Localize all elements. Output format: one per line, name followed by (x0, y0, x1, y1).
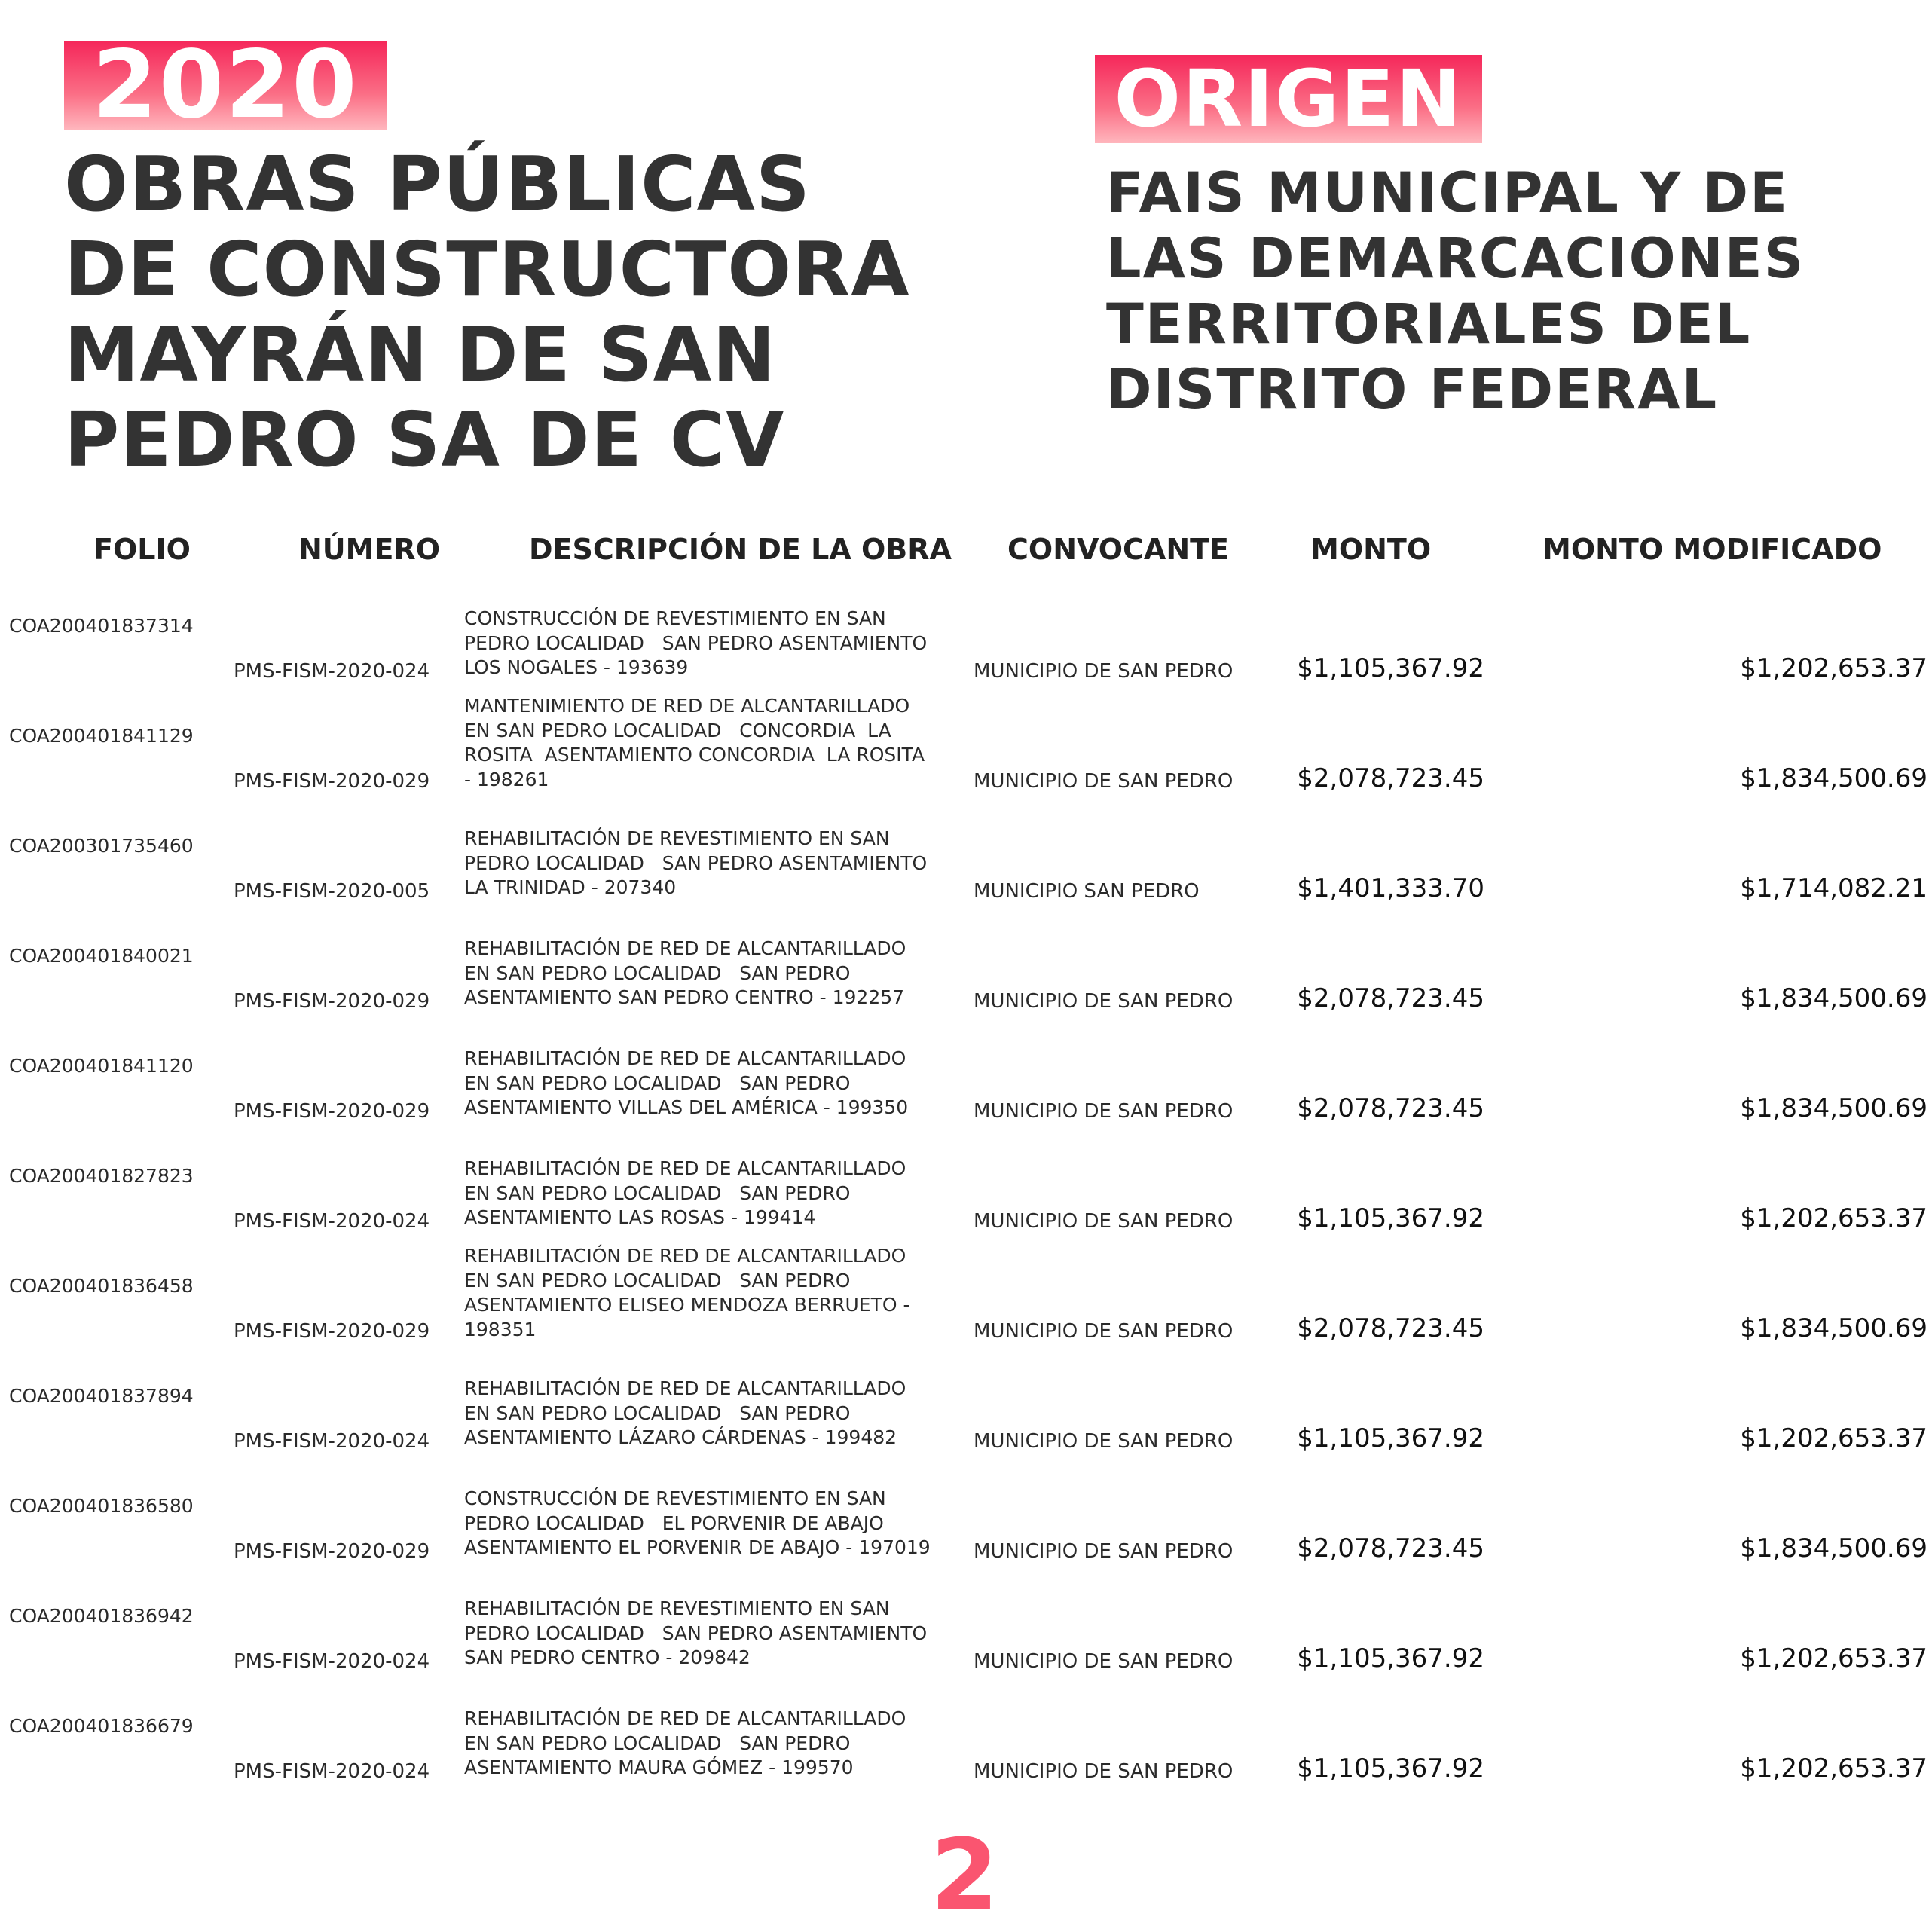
monto-cell: $1,105,367.92 (1297, 1423, 1484, 1454)
monto-modificado-cell: $1,834,500.69 (1740, 1533, 1927, 1564)
monto-modificado-cell: $1,202,653.37 (1740, 1753, 1927, 1784)
descripcion-cell: REHABILITACIÓN DE REVESTIMIENTO EN SAN PEDRO LOCALIDAD SAN PEDRO ASENTAMIENTO SAN PEDRO CENTRO - 209842 (464, 1597, 928, 1668)
column-header-convocante: CONVOCANTE (1007, 533, 1230, 566)
column-header-monto-modificado: MONTO MODIFICADO (1542, 533, 1882, 566)
column-header-numero: NÚMERO (298, 533, 440, 566)
origin-line: TERRITORIALES DEL (1106, 292, 1752, 356)
descripcion-cell: REHABILITACIÓN DE RED DE ALCANTARILLADO EN SAN PEDRO LOCALIDAD SAN PEDRO ASENTAMIENTO SAN PEDRO CENTRO - 192257 (464, 937, 906, 1008)
numero-cell: PMS-FISM-2020-024 (234, 1210, 430, 1233)
monto-cell: $1,105,367.92 (1297, 1643, 1484, 1674)
convocante-cell: MUNICIPIO DE SAN PEDRO (974, 1760, 1234, 1783)
monto-modificado-cell: $1,202,653.37 (1740, 653, 1927, 683)
folio-cell: COA200401841120 (9, 1055, 194, 1077)
column-header-descripcion: DESCRIPCIÓN DE LA OBRA (529, 533, 952, 566)
origin-description (1106, 160, 1920, 423)
convocante-cell: MUNICIPIO DE SAN PEDRO (974, 1540, 1234, 1563)
monto-modificado-cell: $1,714,082.21 (1740, 873, 1927, 903)
table-row (0, 1597, 1929, 1707)
page-title-line: DE CONSTRUCTORA (64, 225, 910, 313)
monto-modificado-cell: $1,834,500.69 (1740, 763, 1927, 793)
numero-cell: PMS-FISM-2020-029 (234, 770, 430, 793)
numero-cell: PMS-FISM-2020-024 (234, 1430, 430, 1453)
table-row (0, 1377, 1929, 1487)
descripcion-cell: MANTENIMIENTO DE RED DE ALCANTARILLADO EN SAN PEDRO LOCALIDAD CONCORDIA LA ROSITA ASENTAMIENTO CONCORDIA LA ROSITA - 198261 (464, 695, 925, 790)
table-row (0, 1047, 1929, 1157)
convocante-cell: MUNICIPIO DE SAN PEDRO (974, 1320, 1234, 1343)
origin-line: DISTRITO FEDERAL (1106, 358, 1719, 422)
monto-modificado-cell: $1,834,500.69 (1740, 1093, 1927, 1123)
folio-cell: COA200401836580 (9, 1495, 194, 1517)
monto-cell: $1,105,367.92 (1297, 1203, 1484, 1233)
descripcion-cell: REHABILITACIÓN DE RED DE ALCANTARILLADO EN SAN PEDRO LOCALIDAD SAN PEDRO ASENTAMIENTO ELISEO MENDOZA BERRUETO - 198351 (464, 1245, 910, 1340)
page-title-line: MAYRÁN DE SAN (64, 310, 776, 399)
monto-modificado-cell: $1,202,653.37 (1740, 1643, 1927, 1674)
convocante-cell: MUNICIPIO DE SAN PEDRO (974, 1650, 1234, 1673)
convocante-cell: MUNICIPIO DE SAN PEDRO (974, 1100, 1234, 1123)
numero-cell: PMS-FISM-2020-029 (234, 1540, 430, 1563)
monto-cell: $2,078,723.45 (1297, 1313, 1484, 1344)
table-row (0, 695, 1929, 827)
convocante-cell: MUNICIPIO DE SAN PEDRO (974, 1210, 1234, 1233)
table-row (0, 1487, 1929, 1597)
monto-modificado-cell: $1,202,653.37 (1740, 1203, 1927, 1233)
convocante-cell: MUNICIPIO DE SAN PEDRO (974, 660, 1234, 683)
monto-cell: $1,105,367.92 (1297, 1753, 1484, 1784)
numero-cell: PMS-FISM-2020-024 (234, 1760, 430, 1783)
monto-modificado-cell: $1,834,500.69 (1740, 1313, 1927, 1344)
descripcion-cell: REHABILITACIÓN DE RED DE ALCANTARILLADO EN SAN PEDRO LOCALIDAD SAN PEDRO ASENTAMIENTO VILLAS DEL AMÉRICA - 199350 (464, 1047, 909, 1118)
origin-line: LAS DEMARCACIONES (1106, 227, 1805, 291)
monto-cell: $1,105,367.92 (1297, 653, 1484, 683)
page-number: 2 (930, 1817, 999, 1932)
column-header-folio: FOLIO (93, 533, 191, 566)
monto-cell: $2,078,723.45 (1297, 763, 1484, 793)
table-row (0, 937, 1929, 1047)
folio-cell: COA200301735460 (9, 835, 194, 857)
descripcion-cell: CONSTRUCCIÓN DE REVESTIMIENTO EN SAN PEDRO LOCALIDAD EL PORVENIR DE ABAJO ASENTAMIENTO EL PORVENIR DE ABAJO - 197019 (464, 1487, 931, 1558)
folio-cell: COA200401837894 (9, 1385, 194, 1407)
page-title-line: PEDRO SA DE CV (64, 396, 785, 484)
folio-cell: COA200401827823 (9, 1165, 194, 1187)
numero-cell: PMS-FISM-2020-029 (234, 990, 430, 1013)
table-row (0, 1707, 1929, 1817)
descripcion-cell: REHABILITACIÓN DE RED DE ALCANTARILLADO EN SAN PEDRO LOCALIDAD SAN PEDRO ASENTAMIENTO LÁZARO CÁRDENAS - 199482 (464, 1377, 906, 1448)
monto-cell: $2,078,723.45 (1297, 1093, 1484, 1123)
page-title-line: OBRAS PÚBLICAS (64, 140, 811, 228)
table-row (0, 1245, 1929, 1377)
monto-cell: $2,078,723.45 (1297, 1533, 1484, 1564)
folio-cell: COA200401836942 (9, 1605, 194, 1627)
folio-cell: COA200401841129 (9, 725, 194, 747)
origin-line: FAIS MUNICIPAL Y DE (1106, 161, 1790, 225)
monto-cell: $2,078,723.45 (1297, 983, 1484, 1013)
descripcion-cell: REHABILITACIÓN DE RED DE ALCANTARILLADO EN SAN PEDRO LOCALIDAD SAN PEDRO ASENTAMIENTO MAURA GÓMEZ - 199570 (464, 1707, 906, 1778)
descripcion-cell: CONSTRUCCIÓN DE REVESTIMIENTO EN SAN PEDRO LOCALIDAD SAN PEDRO ASENTAMIENTO LOS NOGALES - 193639 (464, 607, 928, 678)
folio-cell: COA200401836458 (9, 1275, 194, 1297)
convocante-cell: MUNICIPIO DE SAN PEDRO (974, 990, 1234, 1013)
folio-cell: COA200401837314 (9, 615, 194, 637)
convocante-cell: MUNICIPIO SAN PEDRO (974, 880, 1200, 903)
folio-cell: COA200401836679 (9, 1715, 194, 1737)
convocante-cell: MUNICIPIO DE SAN PEDRO (974, 770, 1234, 793)
numero-cell: PMS-FISM-2020-024 (234, 1650, 430, 1673)
column-header-monto: MONTO (1310, 533, 1432, 566)
monto-cell: $1,401,333.70 (1297, 873, 1484, 903)
year-badge: 2020 (64, 41, 387, 130)
table-row (0, 827, 1929, 937)
numero-cell: PMS-FISM-2020-029 (234, 1320, 430, 1343)
numero-cell: PMS-FISM-2020-024 (234, 660, 430, 683)
page-title (64, 142, 1006, 482)
folio-cell: COA200401840021 (9, 945, 194, 967)
monto-modificado-cell: $1,834,500.69 (1740, 983, 1927, 1013)
descripcion-cell: REHABILITACIÓN DE RED DE ALCANTARILLADO EN SAN PEDRO LOCALIDAD SAN PEDRO ASENTAMIENTO LAS ROSAS - 199414 (464, 1157, 906, 1228)
descripcion-cell: REHABILITACIÓN DE REVESTIMIENTO EN SAN PEDRO LOCALIDAD SAN PEDRO ASENTAMIENTO LA TRINIDAD - 207340 (464, 827, 928, 898)
origin-badge: ORIGEN (1095, 55, 1482, 143)
numero-cell: PMS-FISM-2020-005 (234, 880, 430, 903)
numero-cell: PMS-FISM-2020-029 (234, 1100, 430, 1123)
monto-modificado-cell: $1,202,653.37 (1740, 1423, 1927, 1454)
convocante-cell: MUNICIPIO DE SAN PEDRO (974, 1430, 1234, 1453)
